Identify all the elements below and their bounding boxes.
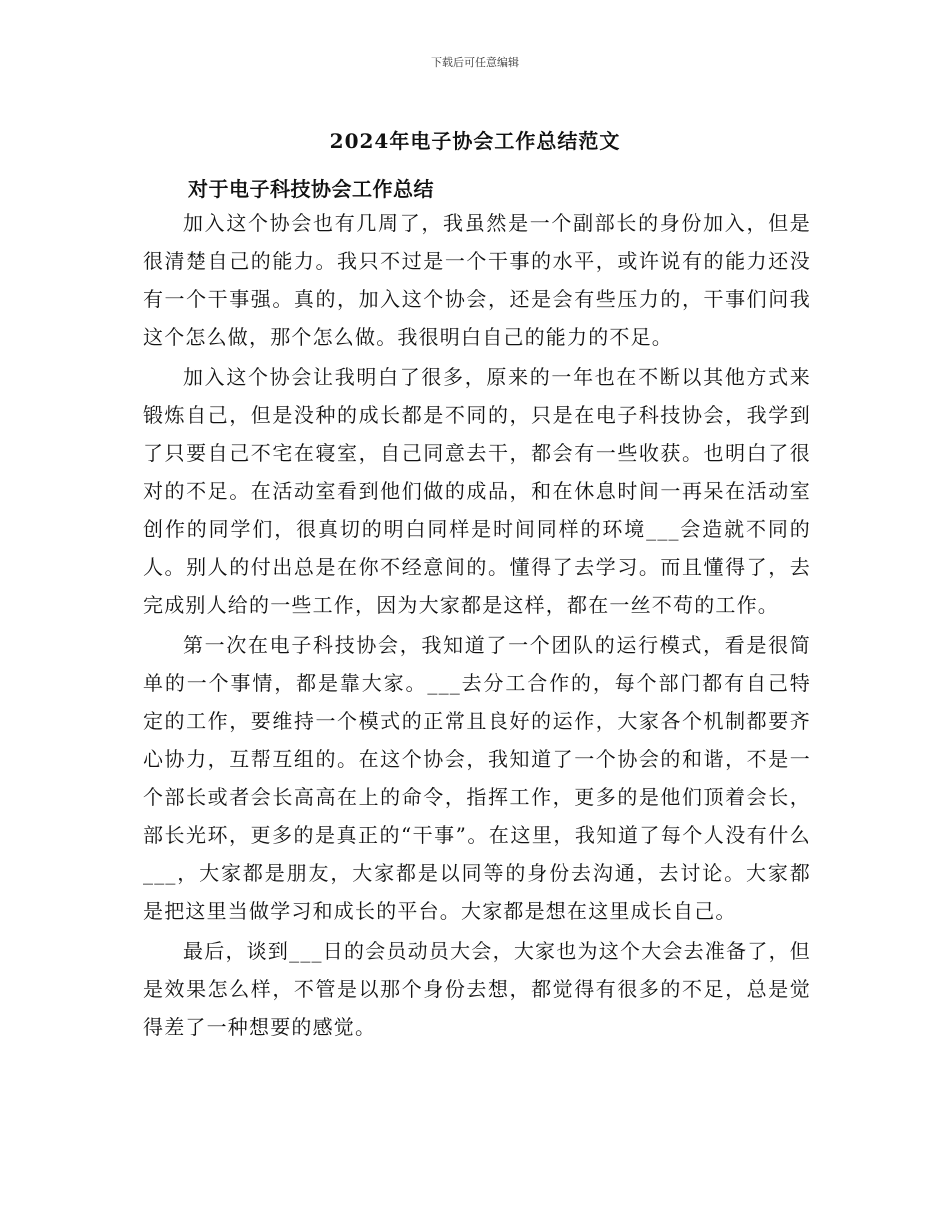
document-body bbox=[143, 204, 811, 1048]
paragraph-4: 最后，谈到___日的会员动员大会，大家也为这个大会去准备了，但是效果怎么样，不管是以那个身份去想，都觉得有很多的不足，总是觉得差了一种想要的感觉。 bbox=[143, 939, 811, 1039]
header-note: 下载后可任意编辑 bbox=[431, 56, 519, 69]
paragraph-2: 加入这个协会让我明白了很多，原来的一年也在不断以其他方式来锻炼自己，但是没种的成长都是不同的，只是在电子科技协会，我学到了只要自己不宅在寝室，自己同意去干，都会有一些收获。也明白了很对的不足。在活动室看到他们做的成品，和在休息时间一再呆在活动室创作的同学们，很真切的明白同样是时间同样的环境___会造就不同的人。别人的付出总是在你不经意间的。懂得了去学习。而且懂得了，去完成别人给的一些工作，因为大家都是这样，都在一丝不苟的工作。 bbox=[143, 365, 811, 617]
section-heading: 对于电子科技协会工作总结 bbox=[188, 177, 434, 201]
paragraph-3: 第一次在电子科技协会，我知道了一个团队的运行模式，看是很简单的一个事情，都是靠大家。___去分工合作的，每个部门都有自己特定的工作，要维持一个模式的正常且良好的运作，大家各个机制都要齐心协力，互帮互组的。在这个协会，我知道了一个协会的和谐，不是一个部长或者会长高高在上的命令，指挥工作，更多的是他们顶着会长，部长光环，更多的是真正的“干事”。在这里，我知道了每个人没有什么___，大家都是朋友，大家都是以同等的身份去沟通，去讨论。大家都是把这里当做学习和成长的平台。大家都是想在这里成长自己。 bbox=[143, 633, 811, 923]
paragraph-1: 加入这个协会也有几周了，我虽然是一个副部长的身份加入，但是很清楚自己的能力。我只不过是一个干事的水平，或许说有的能力还没有一个干事强。真的，加入这个协会，还是会有些压力的，干事们问我这个怎么做，那个怎么做。我很明白自己的能力的不足。 bbox=[143, 211, 811, 349]
document-title: 2024年电子协会工作总结范文 bbox=[329, 129, 621, 153]
